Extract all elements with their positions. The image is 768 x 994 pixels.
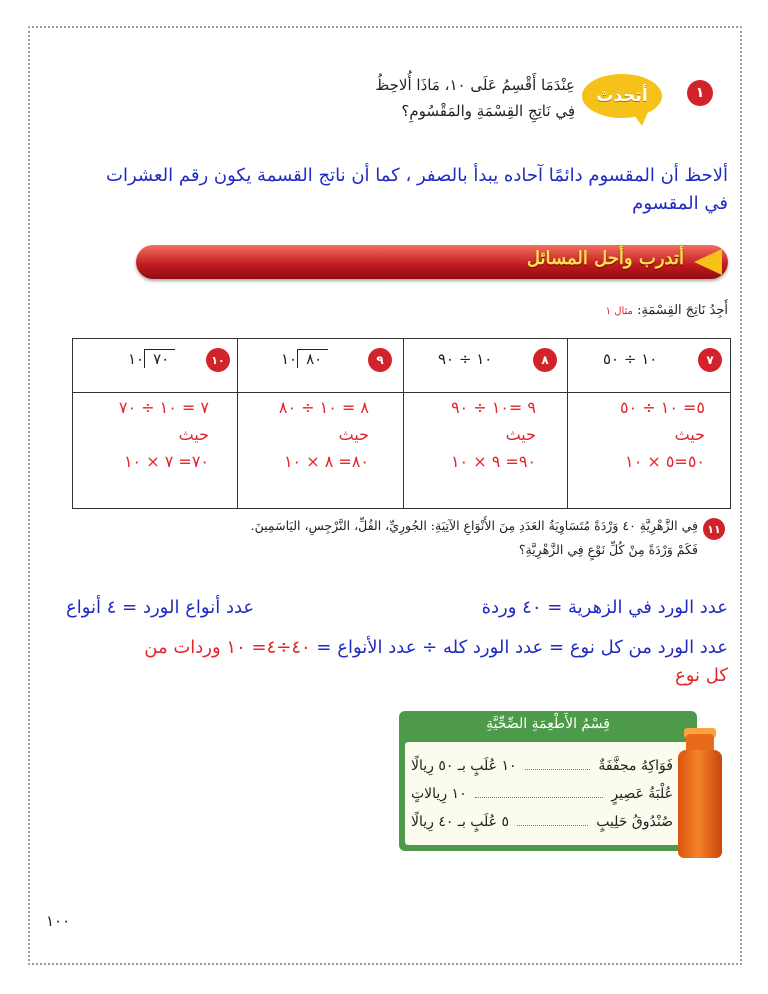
page-number: ١٠٠: [46, 912, 71, 930]
answer-11-calc-text: عدد الورد من كل نوع = عدد الورد كله ÷ عدد الأنواع =: [316, 637, 728, 658]
exercise-10-answer-line: حيث: [178, 425, 209, 444]
answer-11-kinds: عدد أنواع الورد = ٤ أنواع: [66, 597, 255, 618]
question-11-text: [120, 514, 698, 562]
menu-title: قِسْمُ الأَطْعِمَةِ الصِّحِّيَّةِ: [486, 716, 610, 732]
exercise-8-answer-line: حيث: [505, 425, 536, 444]
question-11-line2: فَكَمْ وَرْدَةً مِنْ كُلِّ نَوْعٍ فِي الزَّهْرِيَّةِ؟: [518, 542, 698, 557]
exercise-10-answer-line: ٧٠= ٧ × ١٠: [123, 452, 209, 471]
menu-item: [411, 758, 673, 774]
menu-item: [411, 814, 673, 830]
exercise-7-number: ٧: [698, 348, 722, 372]
answer-11-total: عدد الورد في الزهرية = ٤٠ وردة: [481, 597, 728, 618]
answer-11-row2: [66, 634, 728, 662]
menu-item-name: صُنْدُوقُ حَلِيبٍ: [596, 814, 673, 830]
exercise-10-long-division: [128, 349, 175, 368]
question-1-text: [300, 72, 575, 124]
exercise-9-answer: [251, 394, 369, 475]
menu-dots: [475, 787, 604, 798]
answer-11-calc-result-end: كل نوع: [675, 665, 728, 686]
exercise-7-expression: ١٠ ÷ ٥٠: [603, 350, 658, 368]
menu-dots: [517, 815, 588, 826]
healthy-food-menu-card: [399, 711, 697, 851]
column-divider: [567, 339, 568, 508]
question-11-number: ١١: [703, 518, 725, 540]
exercise-10-number: ١٠: [206, 348, 230, 372]
exercise-8-answer-line: ٩ =١٠ ÷ ٩٠: [450, 398, 536, 417]
example-reference: مثال ١: [605, 306, 633, 317]
exercise-8-expression: ١٠ ÷ ٩٠: [438, 350, 493, 368]
exercise-10-divisor: ١٠: [128, 350, 145, 368]
exercise-7-answer: [595, 394, 705, 475]
section-banner: [136, 245, 728, 279]
exercise-7-answer-line: ٥٠=٥ × ١٠: [625, 452, 705, 471]
answer-11-row1: [66, 594, 728, 622]
talk-bubble: [582, 74, 662, 118]
answer-1: [66, 162, 728, 218]
exercise-9-divisor: ١٠: [281, 350, 298, 368]
exercise-8-answer-line: ٩٠= ٩ × ١٠: [450, 452, 536, 471]
exercise-10-dividend: ٧٠: [144, 349, 175, 368]
table-row-divider: [73, 392, 730, 393]
menu-item-price: ١٠ عُلَبٍ بـ ٥٠ رِيالًا: [411, 758, 517, 774]
exercise-9-answer-line: ٨ = ١٠ ÷ ٨٠: [278, 398, 369, 417]
exercise-9-number: ٩: [368, 348, 392, 372]
answer-1-line1: ألاحظ أن المقسوم دائمًا آحاده يبدأ بالصفر ، كما أن ناتج القسمة يكون رقم العشرات: [106, 165, 728, 186]
talk-badge-label: أتحدث: [596, 86, 648, 106]
answer-11: [66, 594, 728, 690]
instruction-text: أَجِدُ نَاتِجَ القِسْمَةِ:: [637, 303, 728, 318]
exercise-table: [72, 338, 731, 509]
column-divider: [237, 339, 238, 508]
menu-item-name: عُلْبَةُ عَصِيرٍ: [611, 786, 673, 802]
exercise-10-answer-line: ٧ = ١٠ ÷ ٧٠: [118, 398, 209, 417]
exercise-7-answer-line: ٥= ١٠ ÷ ٥٠: [619, 398, 705, 417]
question-number-badge: ١: [687, 80, 713, 106]
menu-item-price: ١٠ رِيالاتٍ: [411, 786, 467, 802]
menu-body: [405, 742, 691, 845]
exercise-8-number: ٨: [533, 348, 557, 372]
menu-item: [411, 786, 673, 802]
exercise-8-answer: [418, 394, 536, 475]
exercise-instruction: [400, 303, 728, 318]
exercise-9-long-division: [281, 349, 328, 368]
answer-1-line2: في المقسوم: [632, 193, 728, 214]
banner-arrow-icon: [694, 249, 722, 275]
answer-11-calc-result: ٤٠÷٤= ١٠ وردات من: [144, 637, 311, 658]
exercise-9-answer-line: ٨٠= ٨ × ١٠: [283, 452, 369, 471]
menu-item-price: ٥ عُلَبٍ بـ ٤٠ رِيالًا: [411, 814, 510, 830]
question-1-line1: عِنْدَمَا أَقْسِمُ عَلَى ١٠، مَاذَا أُلاحِظُ: [375, 76, 575, 94]
exercise-9-dividend: ٨٠: [297, 349, 328, 368]
question-11-line1: فِي الزَّهْرِيَّةِ ٤٠ وَرْدَةً مُتَسَاوِيَةُ العَدَدِ مِنَ الأَنْوَاعِ الآتِيَةِ: الجُورِيِّ، الفُلِّ، النَّرْجِسِ، اليَاسَمِينَ.: [250, 518, 698, 533]
question-1-line2: فِي نَاتِجِ القِسْمَةِ والمَقْسُومِ؟: [401, 102, 575, 120]
menu-item-name: فَوَاكِهُ مجفَّفَةٌ: [598, 758, 673, 774]
exercise-7-answer-line: حيث: [674, 425, 705, 444]
juice-bottle-icon: [678, 750, 722, 858]
column-divider: [403, 339, 404, 508]
talk-badge: [582, 74, 662, 118]
bubble-tail: [632, 112, 648, 126]
exercise-10-answer: [87, 394, 209, 475]
exercise-9-answer-line: حيث: [338, 425, 369, 444]
menu-dots: [525, 759, 591, 770]
banner-title: أتدرب وأحل المسائل: [526, 248, 684, 269]
